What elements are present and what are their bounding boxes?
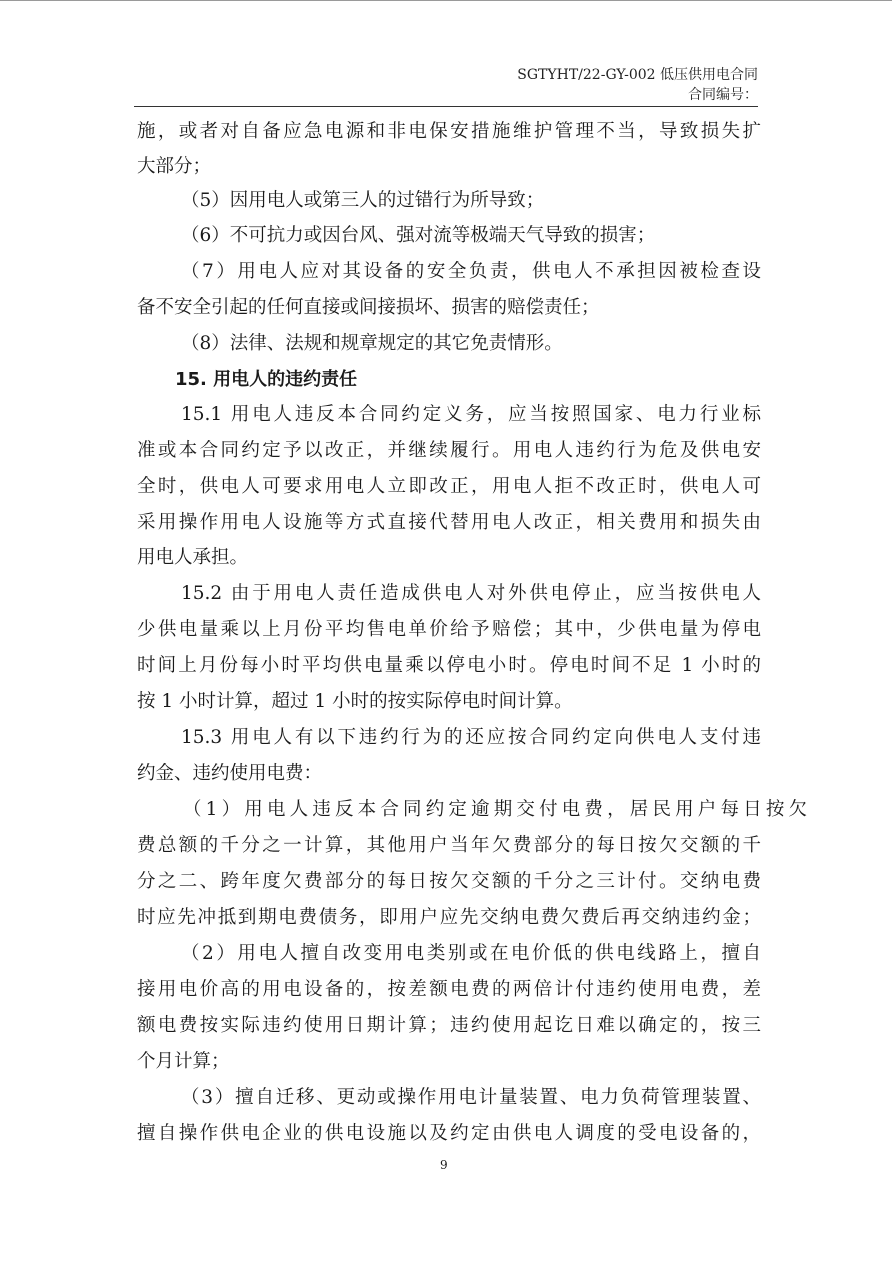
page-number: 9 [440,1158,448,1172]
text-line: 时间上月份每小时平均供电量乘以停电小时。停电时间不足 1 小时的 [137,655,761,676]
clause-text: 15.2 由于用电人责任造成供电人对外供电停止，应当按供电人 [181,583,761,604]
text-line: 时应先冲抵到期电费债务，即用户应先交纳电费欠费后再交纳违约金； [137,907,761,928]
text-line: 额电费按实际违约使用日期计算；违约使用起讫日难以确定的，按三 [137,1015,761,1036]
text-line: 准或本合同约定予以改正，并继续履行。用电人违约行为危及供电安 [137,440,761,461]
text-line: 约金、违约使用电费： [137,763,323,784]
text-line: 全时，供电人可要求用电人立即改正，用电人拒不改正时，供电人可 [137,476,761,497]
text-line: 按 1 小时计算，超过 1 小时的按实际停电时间计算。 [137,691,573,712]
text-line: 备不安全引起的任何直接或间接损坏、损害的赔偿责任； [137,297,600,318]
text-line: 接用电价高的用电设备的，按差额电费的两倍计付违约使用电费，差 [137,979,761,1000]
list-item: （1）用电人违反本合同约定逾期交付电费，居民用户每日按欠 [183,799,807,820]
page-top-border [0,0,892,1]
list-item: （7）用电人应对其设备的安全负责，供电人不承担因被检查设 [181,261,761,282]
text-line: 分之二、跨年度欠费部分的每日按欠交额的千分之三计付。交纳电费 [137,871,761,892]
text-line: 采用操作用电人设施等方式直接代替用电人改正，相关费用和损失由 [137,512,761,533]
text-line: 费总额的千分之一计算，其他用户当年欠费部分的每日按欠交额的千 [137,835,761,856]
text-line: 擅自操作供电企业的供电设施以及约定由供电人调度的受电设备的， [137,1123,761,1144]
text-line: 少供电量乘以上月份平均售电单价给予赔偿；其中，少供电量为停电 [137,619,761,640]
doc-code: SGTYHT/22-GY-002 低压供用电合同 [517,67,758,83]
text-line: 个月计算； [137,1051,230,1072]
clause-text: 15.1 用电人违反本合同约定义务，应当按照国家、电力行业标 [181,404,761,425]
text-line: 大部分； [137,156,212,177]
header-divider [134,106,758,107]
list-item: （2）用电人擅自改变用电类别或在电价低的供电线路上，擅自 [181,943,761,964]
list-item: （8）法律、法规和规章规定的其它免责情形。 [181,333,563,354]
text-line: 施，或者对自备应急电源和非电保安措施维护管理不当，导致损失扩 [137,121,761,142]
text-line: 用电人承担。 [137,547,249,568]
clause-text: 15.3 用电人有以下违约行为的还应按合同约定向供电人支付违 [181,727,761,748]
list-item: （5）因用电人或第三人的过错行为所导致； [181,190,545,211]
contract-number-label: 合同编号： [688,87,758,103]
list-item: （6）不可抗力或因台风、强对流等极端天气导致的损害； [181,225,656,246]
list-item: （3）擅自迁移、更动或操作用电计量装置、电力负荷管理装置、 [181,1087,761,1108]
section-heading: 15. 用电人的违约责任 [175,369,358,390]
